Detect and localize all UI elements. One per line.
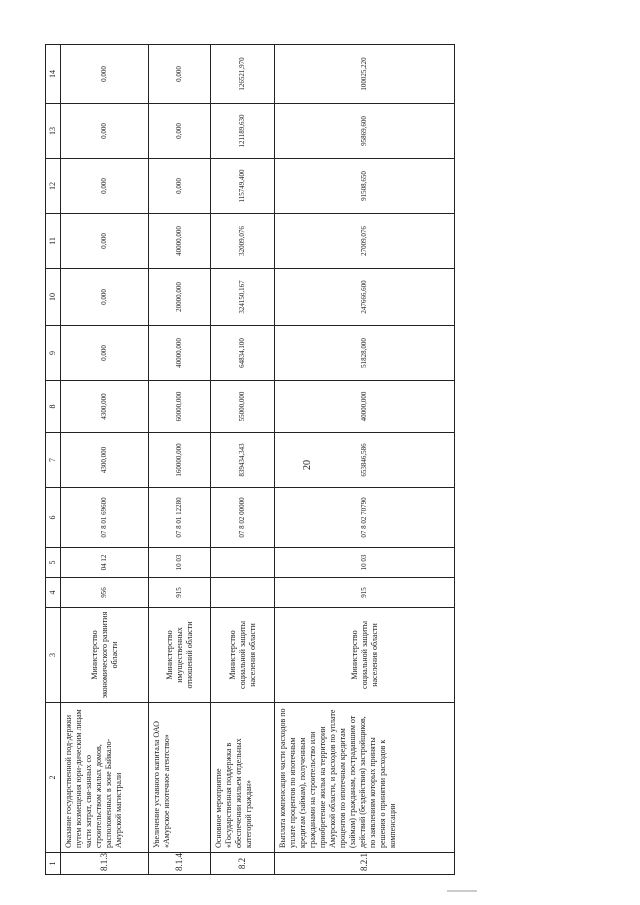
cell-rzpr: 10 03 bbox=[275, 548, 455, 578]
cell-year: 91508,650 bbox=[275, 159, 455, 214]
cell-year: 100025,220 bbox=[275, 45, 455, 104]
cell-total: 839434,343 bbox=[211, 433, 275, 488]
cell-year: 40000,000 bbox=[149, 326, 211, 381]
row-org: Министерство имущественных отношений области bbox=[149, 608, 211, 703]
header-cell: 14 bbox=[46, 45, 61, 104]
cell-year: 0,000 bbox=[61, 159, 149, 214]
cell-year: 0,000 bbox=[61, 269, 149, 326]
header-cell: 5 bbox=[46, 548, 61, 578]
cell-csr: 07 8 01 12280 bbox=[149, 488, 211, 548]
cell-year: 121189,630 bbox=[211, 104, 275, 159]
row-org: Министерство экономического развития области bbox=[61, 608, 149, 703]
table-row bbox=[275, 45, 455, 875]
cell-rzpr: 10 03 bbox=[149, 548, 211, 578]
cell-grbs: 956 bbox=[61, 578, 149, 608]
table-row bbox=[61, 45, 149, 875]
cell-year: 247666,600 bbox=[275, 269, 455, 326]
header-cell: 3 bbox=[46, 608, 61, 703]
cell-csr: 07 8 01 69600 bbox=[61, 488, 149, 548]
cell-year: 115749,400 bbox=[211, 159, 275, 214]
cell-rzpr bbox=[211, 548, 275, 578]
row-name: Выплата компенсации части расходов по уплате процентов по ипотечным кредитам (займам), полученным гражданами на строительство или приобретение жилья на территории Амурской области, и расходов по уплате процентов по ипотечным кредитам (займам) гражданам, пострадавшим от действий (бездействия) застройщиков, по заявлениям которых приняты решения о принятии расходов к компенсации bbox=[275, 703, 455, 853]
row-code: 8.2.1 bbox=[275, 853, 455, 875]
cell-year: 324150,167 bbox=[211, 269, 275, 326]
header-cell: 13 bbox=[46, 104, 61, 159]
cell-year: 0,000 bbox=[61, 45, 149, 104]
row-name: Оказание государственной под-держки путем возмещения юри-дическим лицам части затрат, свя-занных со строительством жилых домов, расположенных в зоне Байкало-Амурской магистрали bbox=[61, 703, 149, 853]
cell-rzpr: 04 12 bbox=[61, 548, 149, 578]
budget-table bbox=[45, 44, 455, 875]
cell-total: 4300,000 bbox=[61, 433, 149, 488]
cell-year: 55000,000 bbox=[211, 381, 275, 433]
cell-year: 0,000 bbox=[61, 214, 149, 269]
cell-csr: 07 8 02 00000 bbox=[211, 488, 275, 548]
table-row bbox=[211, 45, 275, 875]
cell-year: 20000,000 bbox=[149, 269, 211, 326]
header-cell: 12 bbox=[46, 159, 61, 214]
cell-year: 60000,000 bbox=[149, 381, 211, 433]
cell-year: 0,000 bbox=[149, 159, 211, 214]
cell-total: 160000,000 bbox=[149, 433, 211, 488]
header-cell: 2 bbox=[46, 703, 61, 853]
table-row bbox=[149, 45, 211, 875]
cell-year: 40000,000 bbox=[275, 381, 455, 433]
cell-total: 653846,586 bbox=[275, 433, 455, 488]
header-cell: 1 bbox=[46, 853, 61, 875]
budget-table-rotated bbox=[45, 45, 455, 875]
row-name: Увеличение уставного капитала ОАО «Амурское ипотечное агентство» bbox=[149, 703, 211, 853]
cell-year: 4300,000 bbox=[61, 381, 149, 433]
cell-csr: 07 8 02 70790 bbox=[275, 488, 455, 548]
row-name: Основное мероприятие «Государственная поддержка в обеспечении жильем отдельных категорий граждан» bbox=[211, 703, 275, 853]
row-org: Министерство социальной защиты населения области bbox=[211, 608, 275, 703]
cell-year: 51828,000 bbox=[275, 326, 455, 381]
header-cell: 6 bbox=[46, 488, 61, 548]
header-row bbox=[46, 45, 61, 875]
cell-year: 32009,076 bbox=[211, 214, 275, 269]
page-number: 20 bbox=[302, 460, 313, 470]
header-cell: 4 bbox=[46, 578, 61, 608]
row-code: 8.1.4 bbox=[149, 853, 211, 875]
cell-year: 40000,000 bbox=[149, 214, 211, 269]
cell-year: 64834,100 bbox=[211, 326, 275, 381]
header-cell: 10 bbox=[46, 269, 61, 326]
cell-year: 0,000 bbox=[149, 104, 211, 159]
cell-year: 126521,970 bbox=[211, 45, 275, 104]
cell-grbs: 915 bbox=[149, 578, 211, 608]
header-cell: 11 bbox=[46, 214, 61, 269]
header-cell: 8 bbox=[46, 381, 61, 433]
cell-year: 95869,600 bbox=[275, 104, 455, 159]
cell-year: 0,000 bbox=[61, 326, 149, 381]
header-cell: 7 bbox=[46, 433, 61, 488]
header-cell: 9 bbox=[46, 326, 61, 381]
cell-year: 0,000 bbox=[149, 45, 211, 104]
scan-artifact bbox=[447, 890, 477, 892]
cell-grbs: 915 bbox=[275, 578, 455, 608]
cell-grbs bbox=[211, 578, 275, 608]
cell-year: 27009,076 bbox=[275, 214, 455, 269]
row-code: 8.2 bbox=[211, 853, 275, 875]
row-org: Министерство социальной защиты населения области bbox=[275, 608, 455, 703]
cell-year: 0,000 bbox=[61, 104, 149, 159]
row-code: 8.1.3 bbox=[61, 853, 149, 875]
